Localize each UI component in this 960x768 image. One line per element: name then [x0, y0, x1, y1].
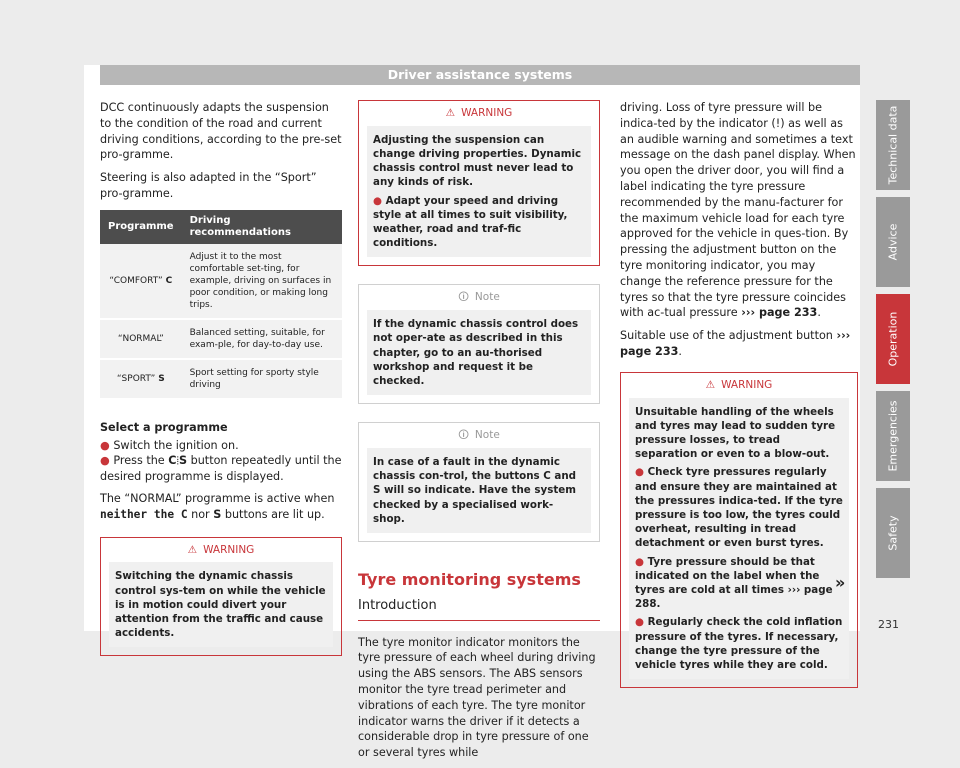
bullet-icon: ● [373, 194, 382, 207]
note-box: 🛈 Note If the dynamic chassis control does not oper-ate as described in this chapter, go to an au-thorised workshop and request it be checked. [358, 284, 600, 404]
bullet-icon: ● [635, 616, 644, 629]
programme-name: “NORMAL” [117, 333, 164, 344]
note-icon: 🛈 [458, 429, 469, 442]
section-title: Tyre monitoring systems [358, 570, 581, 590]
paragraph: driving. Loss of tyre pressure will be indica-ted by the indicator (!) as well as an audible warning and sometimes a text message on the dash panel display. When you open the driver door, you will find a label indicating the tyre pressure recommended by the manu-facturer for the maximum vehicle load for each tyre approved for the vehicle in ques-tion. By pressing the adjustment button on the tyre monitoring indicator, you may change the reference pressure for the tyres so that the tyre pressure coincides with ac-tual pressure ››› page 233. [620, 101, 856, 320]
list-item: ● Regularly check the cold inflation pressure of the tyres. If necessary, change the tyre pressure of the vehicle tyres while they are cold. [635, 616, 843, 671]
table-header: Programme [100, 210, 182, 244]
warning-box: ⚠ WARNING Unsuitable handling of the wheels and tyres may lead to sudden tyre pressure losses, to tread separation or even to a blow-out. ● Check tyre pressures regularly and ensure they are maintained at the pressures indica-ted. If the tyre pressure is too low, the tyres could overheat, resulting in tread detachment or even burst tyres. ● Tyre pressure should be that indicated on the label when the tyres are cold at all times ››› page 288. ● Regularly check the cold inflation pressure of the tyres. If necessary, change the tyre pressure of the vehicle tyres while they are cold. [620, 372, 858, 688]
paragraph: DCC continuously adapts the suspension to the condition of the road and current driving conditions, according to the pre-set pro-gramme. [100, 101, 342, 162]
page-ref-link[interactable]: ››› page 288. [635, 583, 833, 611]
paragraph: Suitable use of the adjustment button ››› page 233. [620, 329, 851, 358]
table-row [100, 319, 342, 359]
paragraph: The “NORMAL” programme is active when neither the C nor S buttons are lit up. [100, 491, 335, 521]
recommendation: Adjust it to the most comfortable set-ting, for example, driving on surfaces in poor condition, or making long trips. [182, 244, 342, 319]
page-number: 231 [878, 618, 899, 631]
bullet-icon: ● [100, 438, 110, 452]
column-3 [620, 100, 858, 702]
paragraph: Steering is also adapted in the “Sport” pro-gramme. [100, 171, 317, 200]
page-header: Driver assistance systems [100, 65, 860, 85]
select-title: Select a programme [100, 420, 228, 434]
table-header: Driving recommendations [182, 210, 342, 244]
programme-key: S [158, 373, 165, 384]
tyre-pressure-indicator-icon: (!) [771, 116, 785, 130]
warning-triangle-icon: ⚠ [187, 543, 198, 556]
table-row [100, 244, 342, 319]
continue-icon: » [835, 573, 846, 592]
column-2 [358, 100, 600, 768]
tab-advice[interactable]: Advice [876, 197, 910, 287]
programme-name: “SPORT” [116, 373, 156, 384]
page-ref-link[interactable]: ››› page 233 [741, 306, 818, 320]
table-row [100, 359, 342, 399]
list-item: ● Switch the ignition on. [100, 438, 239, 452]
tab-technical-data[interactable]: Technical data [876, 100, 910, 190]
section-subtitle: Introduction [358, 598, 600, 621]
bullet-icon: ● [635, 555, 644, 568]
programme-name: “COMFORT” [109, 275, 163, 286]
warning-triangle-icon: ⚠ [445, 107, 456, 119]
recommendation: Balanced setting, suitable, for exam-ple, for day-to-day use. [182, 319, 342, 359]
list-item: ● Check tyre pressures regularly and ensure they are maintained at the pressures indica-ted. If the tyre pressure is too low, the tyres could overheat, resulting in tread detachment or even burst tyres. [635, 466, 843, 550]
list-item: ● Tyre pressure should be that indicated on the label when the tyres are cold at all times ››› page 288. [635, 555, 833, 611]
paragraph: The tyre monitor indicator monitors the tyre pressure of each wheel during driving using the ABS sensors. The ABS sensors monitor the tyre tread perimeter and vibrations of each tyre. The tyre monitor indicator warns the driver if it detects a considerable drop in tyre pressure of one or several tyres while [358, 635, 596, 760]
warning-triangle-icon: ⚠ [705, 378, 716, 391]
page-ref-link[interactable]: ››› page 233 [620, 329, 851, 358]
list-item: ● Press the C⦙S button repeatedly until the desired programme is displayed. [100, 454, 342, 484]
warning-box: ⚠ WARNING Switching the dynamic chassis control sys-tem on while the vehicle is in motion could divert your attention from the traffic and cause accidents. [100, 537, 342, 657]
warning-box: ⚠ WARNING Adjusting the suspension can change driving properties. Dynamic chassis control must never lead to any kinds of risk. ● Adapt your speed and driving style at all times to suit visibility, weather, road and traf-fic conditions. [358, 100, 600, 266]
bullet-icon: ● [100, 454, 110, 468]
recommendation: Sport setting for sporty style driving [182, 359, 342, 399]
tab-emergencies[interactable]: Emergencies [876, 391, 910, 481]
tab-operation[interactable]: Operation [876, 294, 910, 384]
note-box: 🛈 Note In case of a fault in the dynamic chassis con-trol, the buttons C and S will so indicate. Have the system checked by a specialised work-shop. [358, 422, 600, 542]
column-1 [100, 100, 342, 670]
key-separator-icon: ⦙ [176, 454, 179, 468]
bullet-icon: ● [635, 466, 644, 479]
note-icon: 🛈 [458, 291, 469, 304]
programme-table [100, 210, 342, 400]
tab-safety[interactable]: Safety [876, 488, 910, 578]
programme-key: C [165, 275, 173, 286]
